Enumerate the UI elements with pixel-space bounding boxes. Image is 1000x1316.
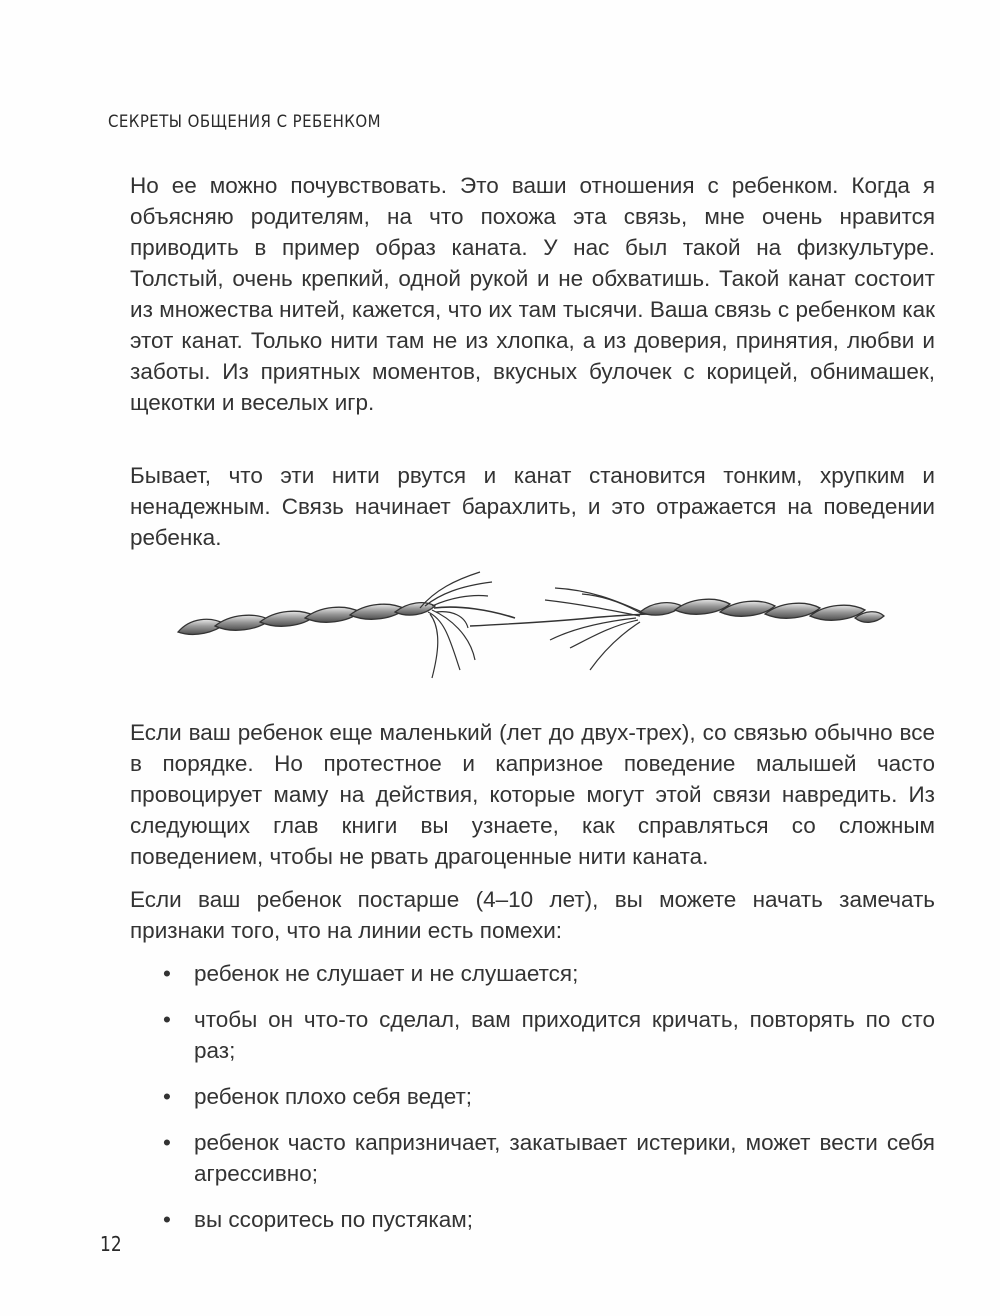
frayed-rope-illustration [170, 560, 890, 690]
running-head: СЕКРЕТЫ ОБЩЕНИЯ С РЕБЕНКОМ [108, 112, 381, 132]
list-item: • вы ссоритесь по пустякам; [130, 1204, 935, 1235]
paragraph-threads-break: Бывает, что эти нити рвутся и канат становится тонким, хрупким и ненадежным. Связь начинает барахлить, и это отражается на поведении ребенка. [130, 463, 935, 550]
list-item: • ребенок часто капризничает, закатывает истерики, может вести себя агрессивно; [130, 1127, 935, 1189]
bullet-marker: • [163, 1130, 171, 1155]
bullet-marker: • [163, 1084, 171, 1109]
list-item: • ребенок плохо себя ведет; [130, 1081, 935, 1112]
rope-thin-thread [470, 618, 590, 626]
signs-list [130, 958, 935, 1250]
list-item: • ребенок не слушает и не слушается; [130, 958, 935, 989]
bullet-marker: • [163, 1207, 171, 1232]
rope-left-segment [178, 603, 435, 635]
paragraph-rope-metaphor: Но ее можно почувствовать. Это ваши отношения с ребенком. Когда я объясняю родителям, на что похожа эта связь, мне очень нравится приводить в пример образ каната. У нас был такой на физкультуре. Толстый, очень крепкий, одной рукой и не обхватишь. Такой канат состоит из множества нитей, кажется, что их там тысячи. Ваша связь с ребенком как этот канат. Только нити там не из хлопка, а из доверия, принятия, любви и заботы. Из приятных моментов, вкусных булочек с корицей, обнимашек, щекотки и веселых игр. [130, 173, 935, 415]
bullet-marker: • [163, 1007, 171, 1032]
list-item: • чтобы он что-то сделал, вам приходится кричать, повторять по сто раз; [130, 1004, 935, 1066]
rope-right-fray [545, 588, 648, 670]
paragraph-small-child: Если ваш ребенок еще маленький (лет до двух-трех), со связью обычно все в порядке. Но протестное и капризное поведение малышей часто провоцирует маму на действия, которые могут этой связи навредить. Из следующих глав книги вы узнаете, как справляться со сложным поведением, чтобы не рвать драгоценные нити каната. [130, 720, 935, 869]
bullet-marker: • [163, 961, 171, 986]
paragraph-older-child: Если ваш ребенок постарше (4–10 лет), вы можете начать замечать признаки того, что на линии есть помехи: [130, 887, 935, 943]
rope-right-segment [640, 599, 884, 622]
page-number: 12 [100, 1232, 122, 1256]
